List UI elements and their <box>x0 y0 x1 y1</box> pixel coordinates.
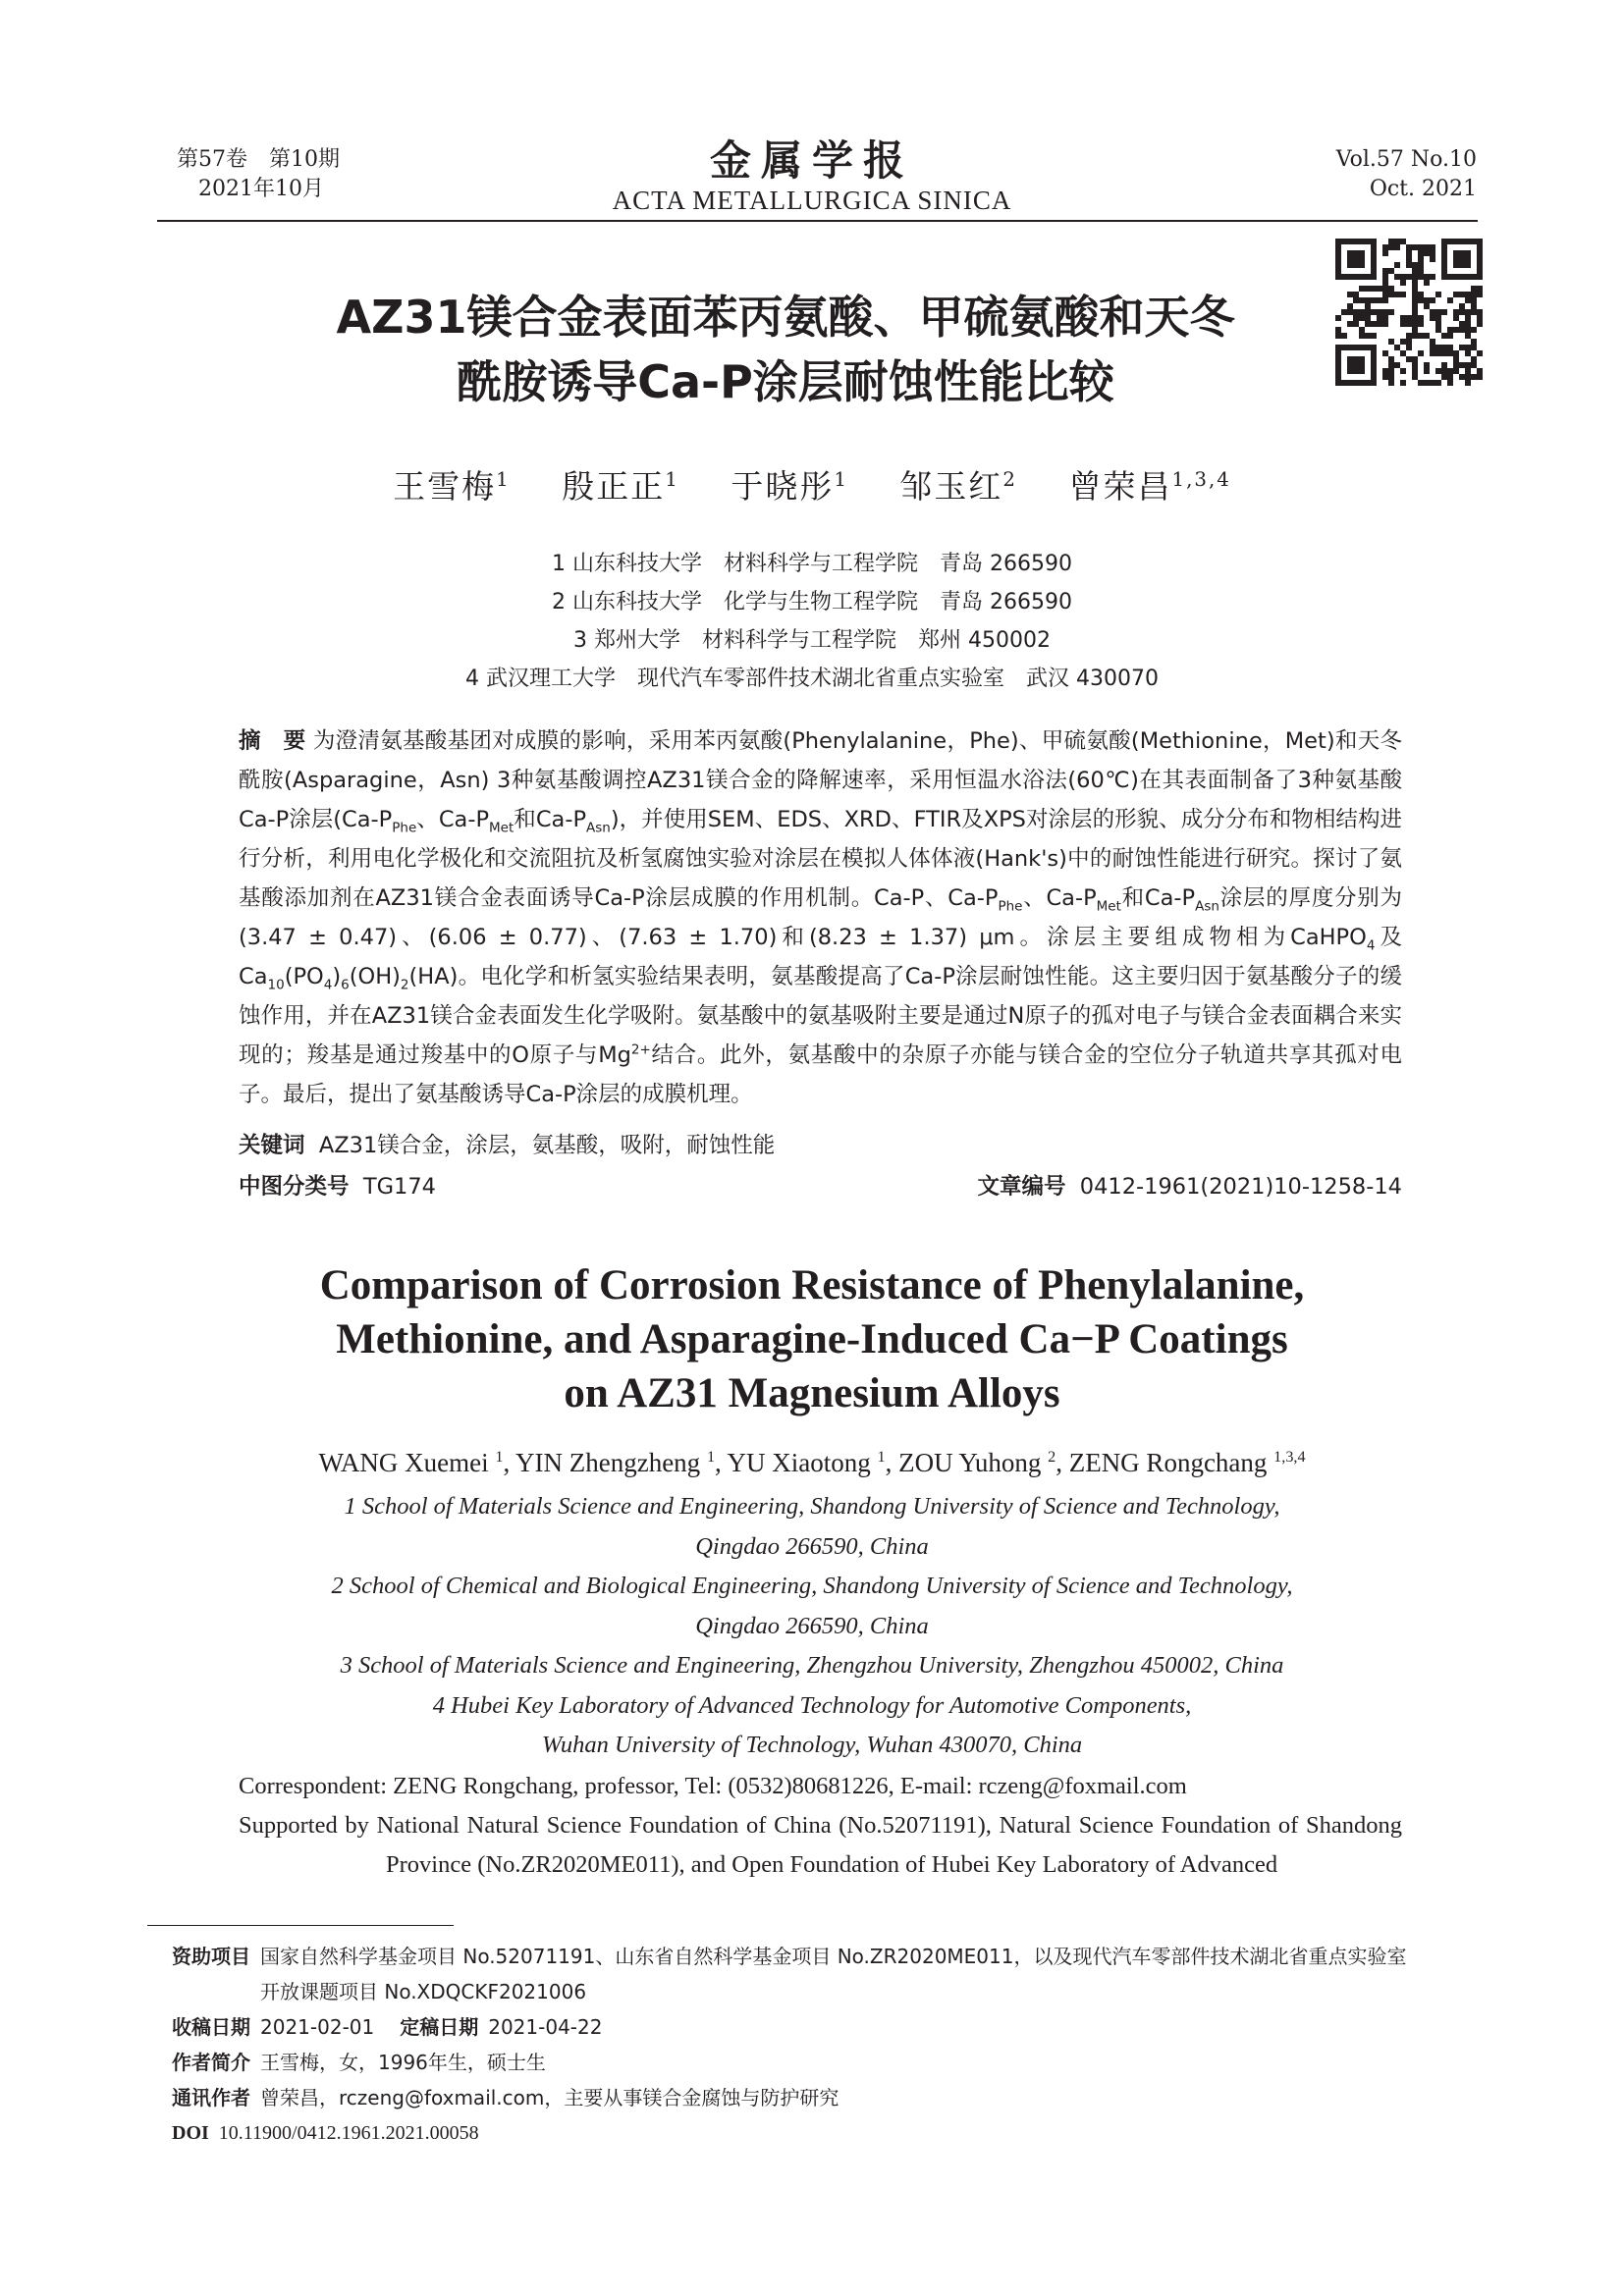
affiliation-cn: 2 山东科技大学 化学与生物工程学院 青岛 266590 <box>552 590 1072 614</box>
header-rule <box>157 220 1478 222</box>
footnote-corresponding: 通讯作者 曾荣昌，rczeng@foxmail.com，主要从事镁合金腐蚀与防护研究 <box>172 2080 1409 2115</box>
funding-statement: Supported by National Natural Science Foundation of China (No.52071191), Natural Science Foundation of Shandong Province (No.ZR2020ME011), and Open Foundation of Hubei Key Laboratory of Advanced <box>239 1812 1402 1878</box>
keywords-label: 关键词 <box>239 1133 305 1158</box>
authors-cn <box>0 461 1624 507</box>
header-date-en: Oct. 2021 <box>1369 177 1477 201</box>
journal-name-cn: 金属学报 <box>709 136 914 185</box>
affiliation-cn: 3 郑州大学 材料科学与工程学院 郑州 450002 <box>573 628 1051 653</box>
author-cn: 邹玉红$^2$ <box>899 467 1018 506</box>
footnote-funding: 资助项目 国家自然科学基金项目 No.52071191、山东省自然科学基金项目 No.ZR2020ME011，以及现代汽车零部件技术湖北省重点实验室开放课题项目 No.XDQCKF2021006 <box>172 1945 1407 2003</box>
keywords <box>239 1127 775 1164</box>
affiliation-en: 4 Hubei Key Laboratory of Advanced Technology for Automotive Components, <box>432 1691 1192 1719</box>
header-volume: 第57卷 第10期 <box>177 147 340 172</box>
article-title-cn <box>245 285 1326 414</box>
author-en: ZOU Yuhong $^2$ <box>898 1448 1056 1477</box>
author-en: ZENG Rongchang $^{1,3,4}$ <box>1068 1448 1306 1477</box>
affiliation-en: 3 School of Materials Science and Engineering, Zhengzhou University, Zhengzhou 450002, China <box>340 1652 1284 1679</box>
header-date: 2021年10月 <box>198 177 324 201</box>
correspondent: Correspondent: ZENG Rongchang, professor, Tel: (0532)80681226, E-mail: rczeng@foxmail.com <box>239 1773 1187 1799</box>
footnote-author-bio: 作者简介 王雪梅，女，1996年生，硕士生 <box>172 2051 546 2074</box>
affiliations-cn <box>0 545 1624 698</box>
title-en-line-2: Methionine, and Asparagine-Induced Ca−P Coatings <box>336 1316 1288 1362</box>
author-cn: 王雪梅$^1$ <box>393 467 511 506</box>
author-en: YIN Zhengzheng $^1$ <box>515 1448 716 1477</box>
footnote-doi: DOI 10.11900/0412.1961.2021.00058 <box>172 2122 479 2144</box>
footnotes <box>172 1939 1409 2151</box>
author-en: YU Xiaotong $^1$ <box>727 1448 886 1477</box>
author-en: WANG Xuemei $^1$ <box>318 1448 504 1477</box>
classification-label: 中图分类号 <box>239 1174 350 1200</box>
authors-en: WANG Xuemei $^1$, YIN Zhengzheng $^1$, YU Xiaotong $^1$, ZOU Yuhong $^2$, ZENG Rongchang $^{1,3,4}$ <box>318 1448 1306 1477</box>
affiliation-cn: 1 山东科技大学 材料科学与工程学院 青岛 266590 <box>552 552 1072 576</box>
header-volume-en: Vol.57 No.10 <box>1335 147 1477 172</box>
title-en-line-1: Comparison of Corrosion Resistance of Phenylalanine, <box>319 1262 1305 1308</box>
journal-name-en: ACTA METALLURGICA SINICA <box>612 186 1012 215</box>
title-cn-line-1: AZ31镁合金表面苯丙氨酸、甲硫氨酸和天冬 <box>336 291 1235 344</box>
classification-row <box>239 1168 1402 1205</box>
affiliation-en: Qingdao 266590, China <box>695 1532 929 1560</box>
qr-code-icon <box>1335 239 1483 386</box>
title-cn-line-2: 酰胺诱导Ca-P涂层耐蚀性能比较 <box>457 355 1114 408</box>
abstract-cn: 摘 要 为澄清氨基酸基团对成膜的影响，采用苯丙氨酸(Phenylalanine，Phe)、甲硫氨酸(Methionine，Met)和天冬酰胺(Asparagine，Asn) 3种氨基酸调控AZ31镁合金的降解速率，采用恒温水浴法(60℃)在其表面制备了3种氨基酸Ca-P涂层($Ca-P_{Phe}$、$Ca-P_{Met}$和$Ca-P_{Asn}$)，并使用SEM、EDS、XRD、FTIR及XPS对涂层的形貌、成分分布和物相结构进行分析，利用电化学极化和交流阻抗及析氢腐蚀实验对涂层在模拟人体体液(Hank's)中的耐蚀性能进行研究。探讨了氨基酸添加剂在AZ31镁合金表面诱导Ca-P涂层成膜的作用机制。Ca-P、$Ca-P_{Phe}$、$Ca-P_{Met}$和$Ca-P_{Asn}$涂层的厚度分别为(3.47 ± 0.47)、(6.06 ± 0.77)、(7.63 ± 1.70)和(8.23 ± 1.37) μm。涂层主要组成物相为CaHPO$_4$及$Ca_{10}(PO_4)_6(OH)_2(HA)$。电化学和析氢实验结果表明，氨基酸提高了Ca-P涂层耐蚀性能。这主要归因于氨基酸分子的缓蚀作用，并在AZ31镁合金表面发生化学吸附。氨基酸中的氨基吸附主要是通过N原子的孤对电子与镁合金表面耦合来实现的；羧基是通过羧基中的O原子与$Mg^{2+}$结合。此外，氨基酸中的杂原子亦能与镁合金的空位分子轨道共享其孤对电子。最后，提出了氨基酸诱导Ca-P涂层的成膜机理。 <box>239 728 1402 1107</box>
abstract-label: 摘 要 <box>239 728 306 754</box>
affiliation-en: Qingdao 266590, China <box>695 1612 929 1639</box>
corresponding-email: 曾荣昌，rczeng@foxmail.com，主要从事镁合金腐蚀与防护研究 <box>260 2086 839 2109</box>
classification-value: TG174 <box>362 1174 436 1200</box>
keywords-text: AZ31镁合金，涂层，氨基酸，吸附，耐蚀性能 <box>318 1133 776 1158</box>
article-title-en <box>196 1258 1428 1420</box>
footnote-dates: 收稿日期 2021-02-01 定稿日期 2021-04-22 <box>172 2015 603 2039</box>
affiliations-en <box>0 1487 1624 1766</box>
header-volume-info-en <box>1336 145 1477 204</box>
footnote-rule <box>147 1925 454 1926</box>
affiliation-en: 2 School of Chemical and Biological Engineering, Shandong University of Science and Technology, <box>331 1573 1293 1599</box>
title-en-line-3: on AZ31 Magnesium Alloys <box>564 1370 1060 1416</box>
affiliation-cn: 4 武汉理工大学 现代汽车零部件技术湖北省重点实验室 武汉 430070 <box>465 667 1159 691</box>
author-cn: 殷正正$^1$ <box>562 467 679 506</box>
article-number: 文章编号 0412-1961(2021)10-1258-14 <box>977 1174 1402 1200</box>
affiliation-en: 1 School of Materials Science and Engineering, Shandong University of Science and Technology, <box>344 1493 1280 1520</box>
author-cn: 于晓彤$^1$ <box>731 467 848 506</box>
affiliation-en: Wuhan University of Technology, Wuhan 430070, China <box>541 1732 1083 1758</box>
author-cn: 曾荣昌$^{1,3,4}$ <box>1068 467 1231 506</box>
